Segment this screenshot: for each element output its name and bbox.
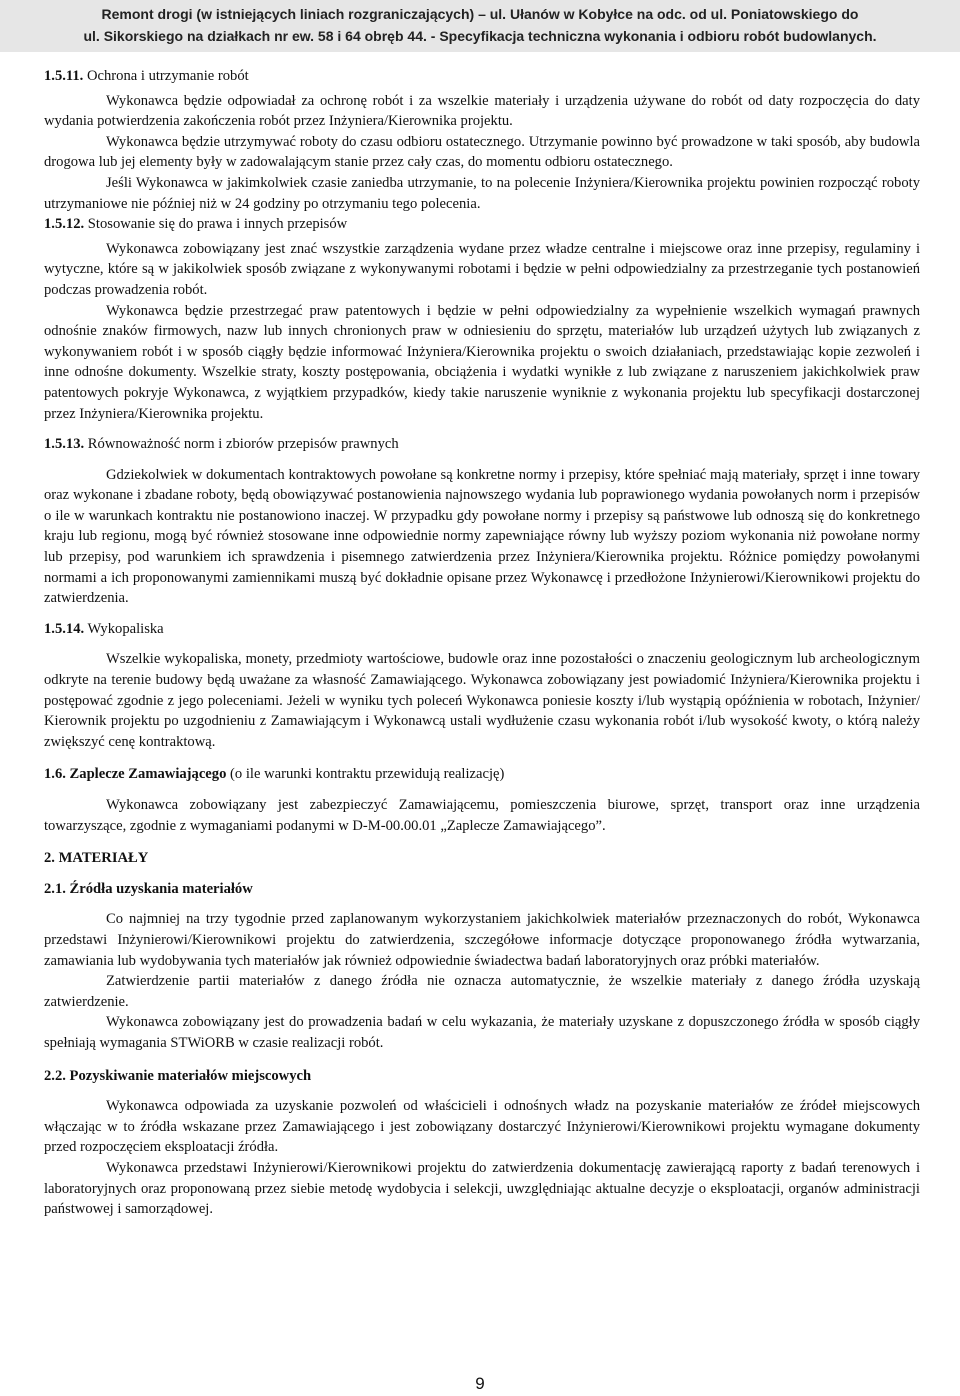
paragraph: Wykonawca odpowiada za uzyskanie pozwoleń od właścicieli i odnośnych władz na pozyskanie materiałów ze źródeł miejscowych włączając w to źródła wskazane przez Zamawiającego i jest zobowiązany dostarczyć Inżynierowi/Kierownikowi projektu wymagane dokumenty przed rozpoczęciem eksploatacji źródła. — [44, 1098, 920, 1156]
page-number: 9 — [475, 1374, 485, 1393]
paragraph: Wykonawca zobowiązany jest do prowadzenia badań w celu wykazania, że materiały uzyskane z dopuszczonego źródła w sposób ciągły spełniają wymagania STWiORB w czasie realizacji robót. — [44, 1014, 920, 1051]
section-number: 1.5.12. — [44, 216, 85, 233]
section-title: Ochrona i utrzymanie robót — [86, 68, 249, 84]
header-line-1: Remont drogi (w istniejących liniach rozgraniczających) – ul. Ułanów w Kobyłce na odc. od ul. Poniatowskiego do — [101, 6, 859, 22]
section-number: 1.5.11. — [44, 68, 84, 84]
section-1-5-11-heading — [44, 66, 920, 87]
section-title: Równoważność norm i zbiorów przepisów prawnych — [87, 436, 399, 453]
section-2-1-heading: 2.1. Źródła uzyskania materiałów — [44, 880, 253, 897]
header-line-2: ul. Sikorskiego na działkach nr ew. 58 i 64 obręb 44. - Specyfikacja techniczna wykonania i odbioru robót budowlanych. — [83, 28, 877, 44]
section-title-note: (o ile warunki kontraktu przewidują realizację) — [226, 766, 505, 783]
paragraph: Wykonawca zobowiązany jest znać wszystkie zarządzenia wydane przez władze centralne i miejscowe oraz inne przepisy, regulaminy i wytyczne, które są w jakikolwiek sposób związane z wykonywanymi robotami i będzie w pełni odpowiedzialny za przestrzeganie tych postanowień podczas prowadzenia robót. — [44, 240, 920, 298]
paragraph: Jeśli Wykonawca w jakimkolwiek czasie zaniedba utrzymanie, to na polecenie Inżyniera/Kierownika projektu powinien rozpocząć roboty utrzymaniowe nie później niż w 24 godziny po otrzymaniu tego polecenia. — [44, 174, 920, 212]
section-1-5-12-heading — [44, 214, 920, 235]
section-number: 1.5.14. — [44, 620, 85, 637]
paragraph: Wykonawca zobowiązany jest zabezpieczyć Zamawiającemu, pomieszczenia biurowe, sprzęt, transport oraz inne urządzenia towarzyszące, zgodnie z wymaganiami podanymi w D-M-00.00.01 „Zaplecze Zamawiającego”. — [44, 797, 920, 834]
section-2-heading: 2. MATERIAŁY — [44, 850, 149, 867]
section-1-6-heading — [44, 764, 920, 785]
paragraph: Zatwierdzenie partii materiałów z danego źródła nie oznacza automatycznie, że wszelkie materiały z danego źródła uzyskają zatwierdzenie. — [44, 973, 920, 1010]
paragraph: Wykonawca będzie przestrzegać praw patentowych i będzie w pełni odpowiedzialny za wypełnienie wszelkich wymagań prawnych odnośnie znaków firmowych, nazw lub innych chronionych praw w odniesieniu do sprzętu, materiałów lub urządzeń użytych lub związanych z wykonywaniem robót i w sposób ciągły będzie informować Inżyniera/Kierownika projektu o swoich działaniach, przedstawiając kopie zezwoleń i inne odnośne dokumenty. Wszelkie straty, koszty postępowania, obciążenia i wydatki wynikłe z lub związane z naruszeniem jakichkolwiek praw patentowych pokryje Wykonawca, z wyjątkiem przypadków, kiedy takie naruszenie wyniknie z wykonania projektu lub specyfikacji dostarczonej przez Inżyniera/Kierownika projektu. — [44, 302, 920, 422]
section-1-5-14-heading — [44, 619, 920, 640]
section-number: 1.5.13. — [44, 436, 85, 453]
document-body — [44, 66, 920, 1220]
section-2-2-heading: 2.2. Pozyskiwanie materiałów miejscowych — [44, 1067, 312, 1084]
section-title-bold: 1.6. Zaplecze Zamawiającego — [44, 766, 227, 783]
paragraph: Co najmniej na trzy tygodnie przed zaplanowanym wykorzystaniem jakichkolwiek materiałów przeznaczonych do robót, Wykonawca przedstawi Inżynierowi/Kierownikowi projektu do zatwierdzenia, szczegółowe informacje dotyczące proponowanego źródła wytwarzania, zamawiania lub wydobywania tych materiałów jak również odpowiednie świadectwa badań laboratoryjnych oraz próbki materiałów. — [44, 911, 920, 969]
section-title: Wykopaliska — [87, 620, 164, 637]
section-title: Stosowanie się do prawa i innych przepisów — [87, 216, 348, 233]
paragraph: Wykonawca przedstawi Inżynierowi/Kierownikowi projektu do zatwierdzenia dokumentację zawierającą raporty z badań terenowych i laboratoryjnych oraz proponowaną przez siebie metodę wydobycia i selekcji, uwzględniając aktualne decyzje o eksploatacji, organów administracji państwowej i samorządowej. — [44, 1159, 920, 1218]
page-header — [0, 0, 960, 52]
paragraph: Wykonawca będzie utrzymywać roboty do czasu odbioru ostatecznego. Utrzymanie powinno być prowadzone w taki sposób, aby budowla drogowa lub jej elementy były w zadowalającym stanie przez cały czas, do momentu odbioru ostatecznego. — [44, 133, 920, 171]
paragraph: Gdziekolwiek w dokumentach kontraktowych powołane są konkretne normy i przepisy, które spełniać mają materiały, sprzęt i inne towary oraz wykonane i zbadane roboty, będą obowiązywać postanowienia najnowszego wydania lub poprawionego wydania powołanych norm i przepisów o ile w warunkach kontraktu nie postanowiono inaczej. W przypadku gdy powołane normy i przepisy są państwowe lub odnoszą się do konkretnego kraju lub regionu, mogą być również stosowane inne odpowiednie normy zapewniające równy lub wyższy poziom wykonania niż powołane normy lub przepisy, pod warunkiem ich sprawdzenia i pisemnego zatwierdzenia przez Inżyniera/Kierownika projektu. Różnice pomiędzy powołanymi normami a ich proponowanymi zamiennikami muszą być dokładnie opisane przez Wykonawcę i przedłożone Inżynierowi/Kierownikowi projektu do zatwierdzenia. — [44, 466, 920, 607]
paragraph: Wszelkie wykopaliska, monety, przedmioty wartościowe, budowle oraz inne pozostałości o znaczeniu geologicznym lub archeologicznym odkryte na terenie budowy będą uważane za własność Zamawiającego. Wykonawca zobowiązany jest powiadomić Inżyniera/Kierownika projektu i postępować zgodnie z jego poleceniami. Jeżeli w wyniku tych poleceń Wykonawca poniesie koszty i/lub wystąpią opóźnienia w robotach, Inżynier/ Kierownik projektu po uzgodnieniu z Zamawiającym i Wykonawcą ustali wydłużenie czasu wykonania robót i/lub wysokość kwoty, o którą należy zwiększyć cenę kontraktową. — [44, 651, 920, 750]
section-1-5-13-heading — [44, 434, 920, 455]
paragraph: Wykonawca będzie odpowiadał za ochronę robót i za wszelkie materiały i urządzenia używane do robót od daty rozpoczęcia do daty wydania potwierdzenia zakończenia robót przez Inżyniera/Kierownika projektu. — [44, 92, 920, 130]
